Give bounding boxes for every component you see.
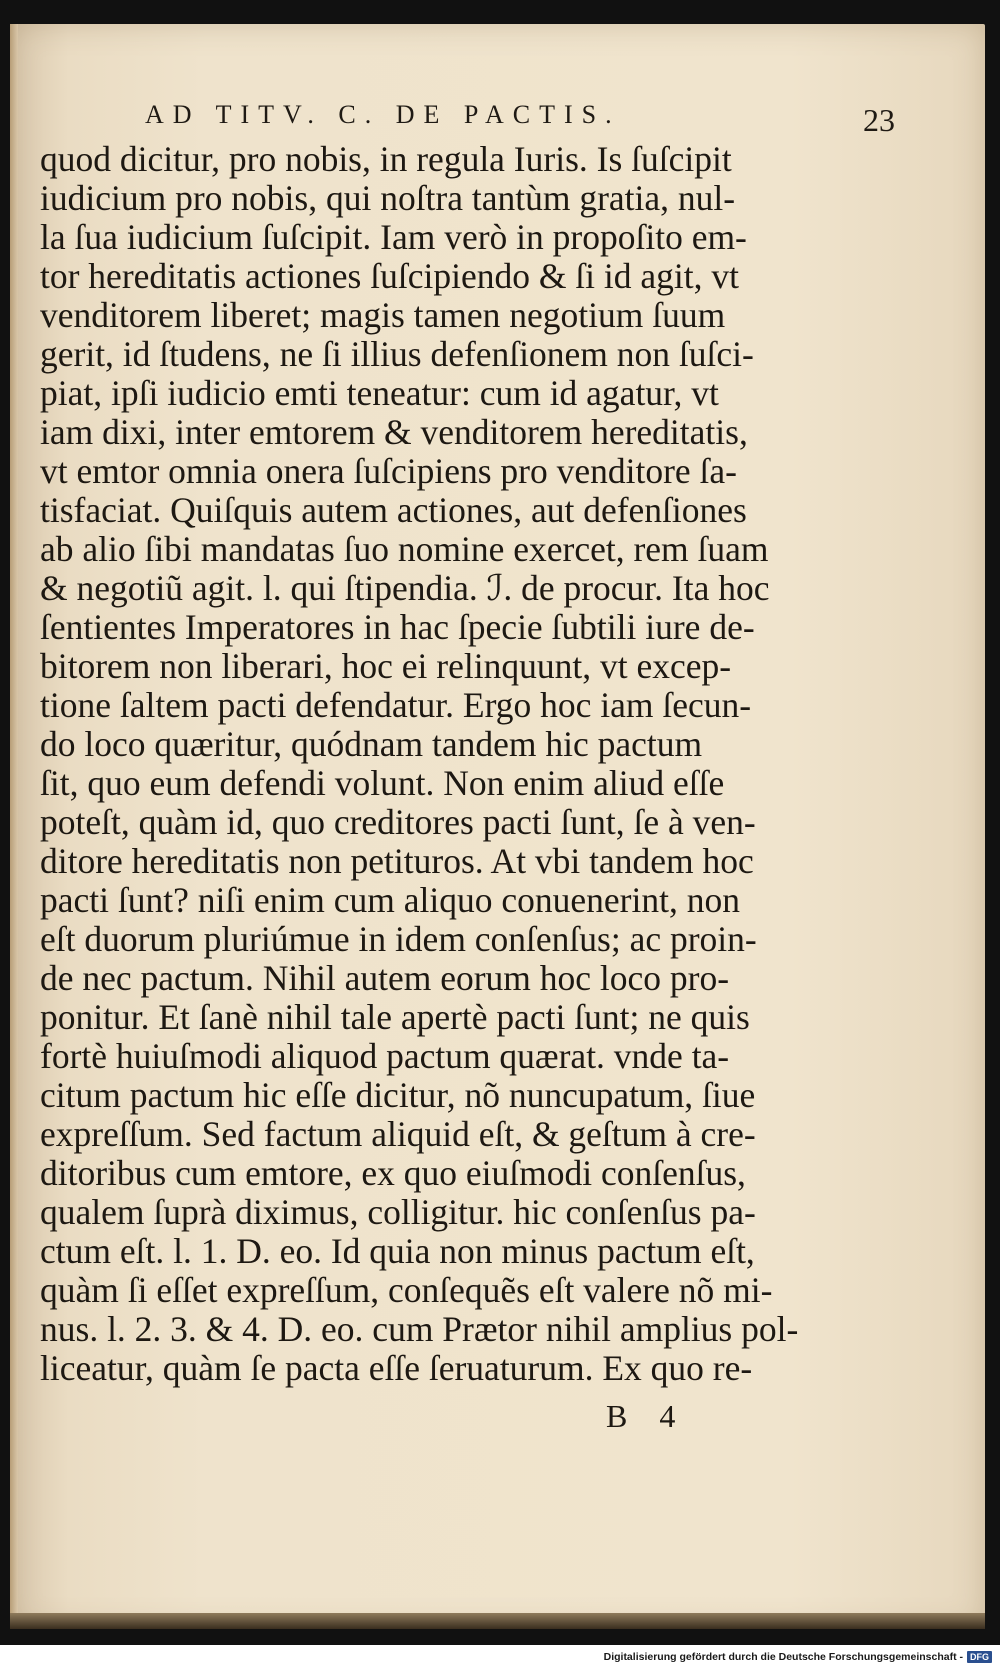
- text-line: tisfaciat. Quiſquis autem actiones, aut defenſiones: [40, 490, 747, 530]
- text-line: ſentientes Imperatores in hac ſpecie ſubtili iure de-: [40, 607, 755, 647]
- text-line: ctum eſt. l. 1. D. eo. Id quia non minus pactum eſt,: [40, 1231, 755, 1271]
- footer-credit-text: Digitalisierung gefördert durch die Deutsche Forschungsgemeinschaft -: [603, 1651, 963, 1663]
- text-line: nus. l. 2. 3. & 4. D. eo. cum Prætor nihil amplius pol-: [40, 1309, 799, 1349]
- text-line: ab alio ſibi mandatas ſuo nomine exercet, rem ſuam: [40, 529, 769, 569]
- text-line: quod dicitur, pro nobis, in regula Iuris. Is ſuſcipit: [40, 139, 732, 179]
- text-line: venditorem liberet; magis tamen negotium ſuum: [40, 295, 726, 335]
- text-line: quàm ſi eſſet expreſſum, conſequẽs eſt valere nõ mi-: [40, 1270, 773, 1310]
- text-line: vt emtor omnia onera ſuſcipiens pro venditore ſa-: [40, 451, 737, 491]
- text-line: ditoribus cum emtore, ex quo eiuſmodi conſenſus,: [40, 1153, 746, 1193]
- text-line: gerit, id ſtudens, ne ſi illius defenſionem non ſuſci-: [40, 334, 754, 374]
- text-line: eſt duorum pluriúmue in idem conſenſus; ac proin-: [40, 919, 757, 959]
- dfg-logo-icon[interactable]: DFG: [967, 1651, 992, 1663]
- signature-mark: B 4: [606, 1398, 688, 1434]
- running-head: AD TITV. C. DE PACTIS.: [145, 100, 621, 129]
- text-line: iam dixi, inter emtorem & venditorem hereditatis,: [40, 412, 748, 452]
- page-number: 23: [863, 102, 895, 138]
- body-text: [40, 140, 845, 1388]
- text-line: expreſſum. Sed factum aliquid eſt, & geſtum à cre-: [40, 1114, 756, 1154]
- footer-credit: [604, 1650, 992, 1664]
- text-line: bitorem non liberari, hoc ei relinquunt, vt excep-: [40, 646, 732, 686]
- text-line: pacti ſunt? niſi enim cum aliquo conuenerint, non: [40, 880, 740, 920]
- text-line: ſit, quo eum defendi volunt. Non enim aliud eſſe: [40, 763, 725, 803]
- page-gutter-edge: [10, 24, 18, 1629]
- text-line: do loco quæritur, quódnam tandem hic pactum: [40, 724, 703, 764]
- text-line: & negotiũ agit. l. qui ſtipendia. ℐ. de procur. Ita hoc: [40, 568, 770, 608]
- text-line: iudicium pro nobis, qui noſtra tantùm gratia, nul-: [40, 178, 736, 218]
- text-line: poteſt, quàm id, quo creditores pacti ſunt, ſe à ven-: [40, 802, 756, 842]
- text-line: de nec pactum. Nihil autem eorum hoc loco pro-: [40, 958, 730, 998]
- text-line: fortè huiuſmodi aliquod pactum quærat. vnde ta-: [40, 1036, 730, 1076]
- text-line: tione ſaltem pacti defendatur. Ergo hoc iam ſecun-: [40, 685, 752, 725]
- page-bottom-edge: [10, 1613, 985, 1629]
- text-line: ditore hereditatis non petituros. At vbi tandem hoc: [40, 841, 754, 881]
- page-header: [40, 100, 945, 140]
- text-line: piat, ipſi iudicio emti teneatur: cum id agatur, vt: [40, 373, 719, 413]
- text-line: tor hereditatis actiones ſuſcipiendo & ſi id agit, vt: [40, 256, 739, 296]
- text-line: liceatur, quàm ſe pacta eſſe ſeruaturum. Ex quo re-: [40, 1348, 753, 1388]
- text-line: citum pactum hic eſſe dicitur, nõ nuncupatum, ſiue: [40, 1075, 756, 1115]
- text-line: ponitur. Et ſanè nihil tale apertè pacti ſunt; ne quis: [40, 997, 750, 1037]
- text-line: la ſua iudicium ſuſcipit. Iam verò in propoſito em-: [40, 217, 747, 257]
- text-line: qualem ſuprà diximus, colligitur. hic conſenſus pa-: [40, 1192, 756, 1232]
